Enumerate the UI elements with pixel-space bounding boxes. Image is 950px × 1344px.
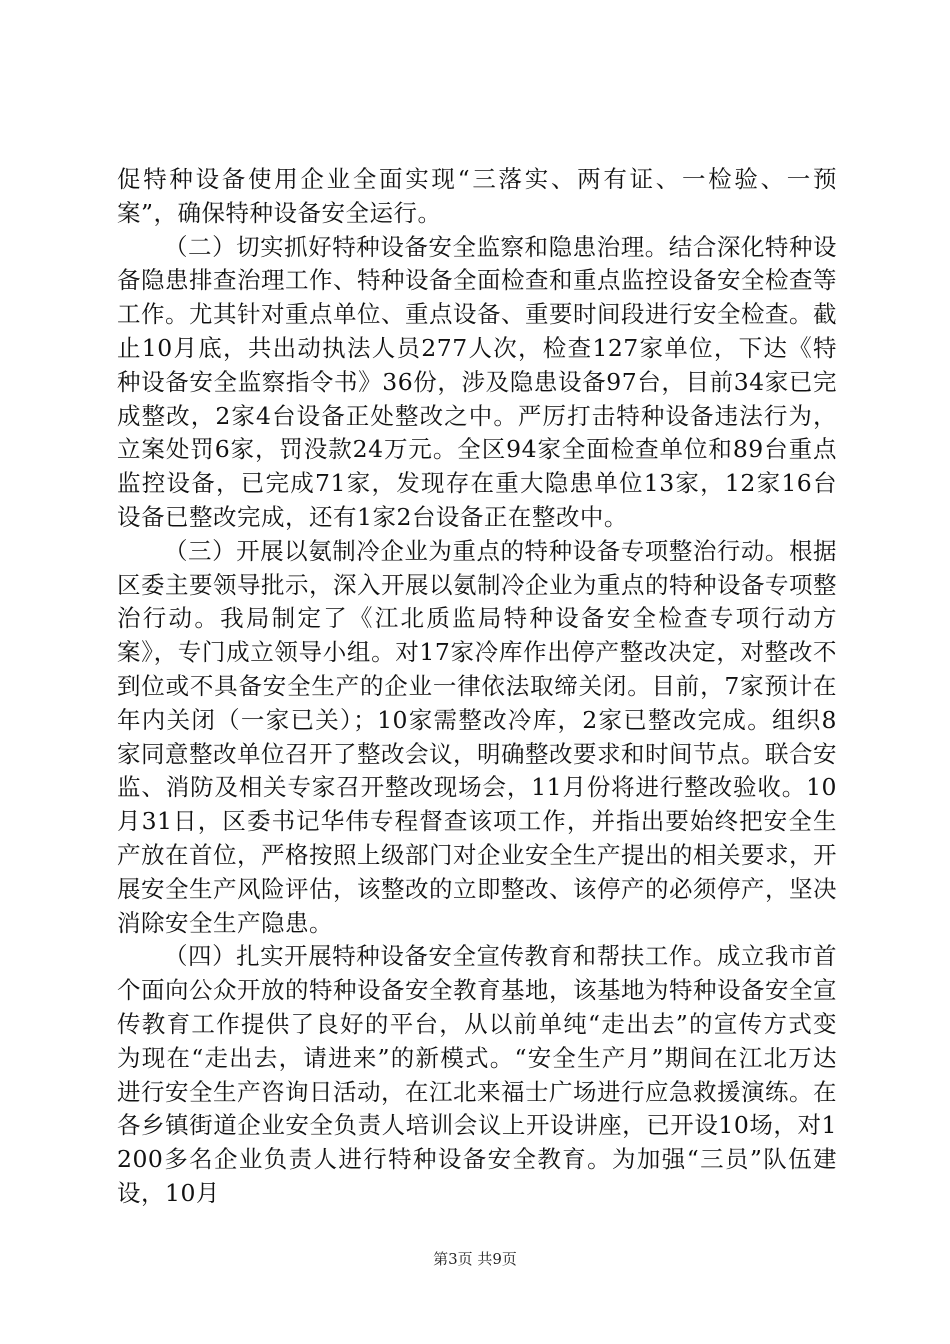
paragraph-section-2: （二）切实抓好特种设备安全监察和隐患治理。结合深化特种设备隐患排查治理工作、特种设备全面检查和重点监控设备安全检查等工作。尤其针对重点单位、重点设备、重要时间段进行安全检查。截止10月底，共出动执法人员277人次，检查127家单位，下达《特种设备安全监察指令书》36份，涉及隐患设备97台，目前34家已完成整改，2家4台设备正处整改之中。严厉打击特种设备违法行为，立案处罚6家，罚没款24万元。全区94家全面检查单位和89台重点监控设备，已完成71家，发现存在重大隐患单位13家，12家16台设备已整改完成，还有1家2台设备正在整改中。 bbox=[117, 232, 837, 531]
paragraph-section-4: （四）扎实开展特种设备安全宣传教育和帮扶工作。成立我市首个面向公众开放的特种设备安全教育基地，该基地为特种设备安全宣传教育工作提供了良好的平台，从以前单纯“走出去”的宣传方式变为现在“走出去，请进来”的新模式。“安全生产月”期间在江北万达进行安全生产咨询日活动，在江北来福士广场进行应急救援演练。在各乡镇街道企业安全负责人培训会议上开设讲座，已开设10场，对1200多名企业负责人进行特种设备安全教育。为加强“三员”队伍建设，10月 bbox=[117, 942, 837, 1207]
document-body bbox=[117, 163, 837, 1211]
paragraph-section-3: （三）开展以氨制冷企业为重点的特种设备专项整治行动。根据区委主要领导批示，深入开展以氨制冷企业为重点的特种设备专项整治行动。我局制定了《江北质监局特种设备安全检查专项行动方案》，专门成立领导小组。对17家冷库作出停产整改决定，对整改不到位或不具备安全生产的企业一律依法取缔关闭。目前，7家预计在年内关闭（一家已关）；10家需整改冷库，2家已整改完成。组织8家同意整改单位召开了整改会议，明确整改要求和时间节点。联合安监、消防及相关专家召开整改现场会，11月份将进行整改验收。10月31日，区委书记华伟专程督查该项工作，并指出要始终把安全生产放在首位，严格按照上级部门对企业安全生产提出的相关要求，开展安全生产风险评估，该整改的立即整改、该停产的必须停产，坚决消除安全生产隐患。 bbox=[117, 536, 837, 937]
page-number-footer: 第3页 共9页 bbox=[433, 1250, 517, 1268]
paragraph-continuation: 促特种设备使用企业全面实现“三落实、两有证、一检验、一预案”，确保特种设备安全运行。 bbox=[117, 165, 837, 227]
